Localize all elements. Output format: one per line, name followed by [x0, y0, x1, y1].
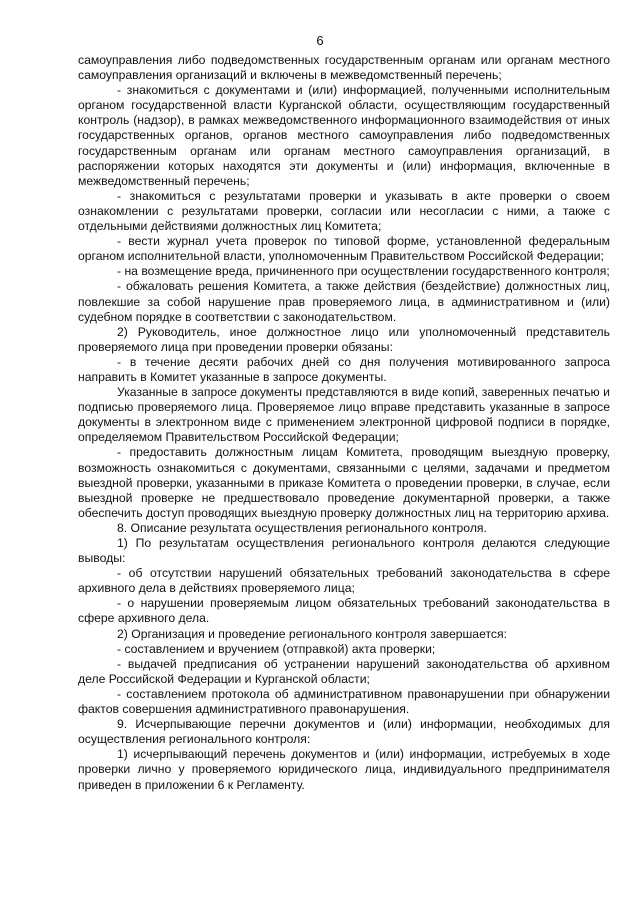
- paragraph: - о нарушении проверяемым лицом обязательных требований законодательства в сфере архивного дела.: [78, 596, 610, 626]
- paragraph: - об отсутствии нарушений обязательных требований законодательства в сфере архивного дела в действиях проверяемого лица;: [78, 566, 610, 596]
- paragraph: - обжаловать решения Комитета, а также действия (бездействие) должностных лиц, повлекшие за собой нарушение прав проверяемого лица, в административном и (или) судебном порядке в соответствии с законодательством.: [78, 279, 610, 324]
- paragraph: - составлением протокола об административном правонарушении при обнаружении фактов совершения административного правонарушения.: [78, 686, 610, 717]
- paragraph: 9. Исчерпывающие перечни документов и (или) информации, необходимых для осуществления регионального контроля:: [78, 717, 610, 747]
- page-number: 6: [316, 33, 324, 48]
- paragraph: 8. Описание результата осуществления регионального контроля.: [117, 520, 487, 535]
- document-body: [78, 53, 610, 793]
- paragraph: - знакомиться с результатами проверки и указывать в акте проверки о своем ознакомлении с результатами проверки, согласии или несогласии с ними, а также с отдельными действиями должностных лиц Комитета;: [78, 188, 610, 234]
- paragraph: - знакомиться с документами и (или) информацией, полученными исполнительным органом государственной власти Курганской области, осуществляющим государственный контроль (надзор), в рамках межведомственного информационного взаимодействия от иных государственных органов, органов местного самоуправления либо подведомственных государственным органам или органам местного самоуправления организаций, в распоряжении которых находятся эти документы и (или) информация, включенные в межведомственный перечень;: [78, 83, 610, 188]
- paragraph: 1) исчерпывающий перечень документов и (или) информации, истребуемых в ходе проверки лично у проверяемого юридического лица, индивидуального предпринимателя приведен в приложении 6 к Регламенту.: [78, 747, 610, 792]
- paragraph: 2) Руководитель, иное должностное лицо или уполномоченный представитель проверяемого лица при проведении проверки обязаны:: [78, 324, 610, 354]
- paragraph: - в течение десяти рабочих дней со дня получения мотивированного запроса направить в Комитет указанные в запросе документы.: [78, 354, 610, 384]
- paragraph: - вести журнал учета проверок по типовой форме, установленной федеральным органом исполнительной власти, уполномоченным Правительством Российской Федерации;: [78, 234, 610, 264]
- paragraph: - предоставить должностным лицам Комитета, проводящим выездную проверку, возможность ознакомиться с документами, связанными с целями, задачами и предметом выездной проверки, указанными в приказе Комитета о проведении проверки, в случае, если выездной проверке не предшествовало проведение документарной проверки, а также обеспечить доступ проводящих выездную проверку должностных лиц на территорию архива.: [78, 445, 610, 520]
- paragraph: Указанные в запросе документы представляются в виде копий, заверенных печатью и подписью проверяемого лица. Проверяемое лицо вправе представить указанные в запросе документы в электронном виде с применением электронной цифровой подписи в порядке, определяемом Правительством Российской Федерации;: [78, 385, 610, 445]
- paragraph: - выдачей предписания об устранении нарушений законодательства об архивном деле Российской Федерации и Курганской области;: [78, 656, 610, 686]
- paragraph: - на возмещение вреда, причиненного при осуществлении государственного контроля;: [117, 264, 610, 279]
- paragraph: 2) Организация и проведение регионального контроля завершается:: [117, 626, 507, 641]
- paragraph: - составлением и вручением (отправкой) акта проверки;: [117, 641, 436, 656]
- paragraph: самоуправления либо подведомственных государственным органам или органам местного самоуправления организаций и включены в межведомственный перечень;: [78, 53, 610, 83]
- paragraph: 1) По результатам осуществления регионального контроля делаются следующие выводы:: [78, 536, 610, 566]
